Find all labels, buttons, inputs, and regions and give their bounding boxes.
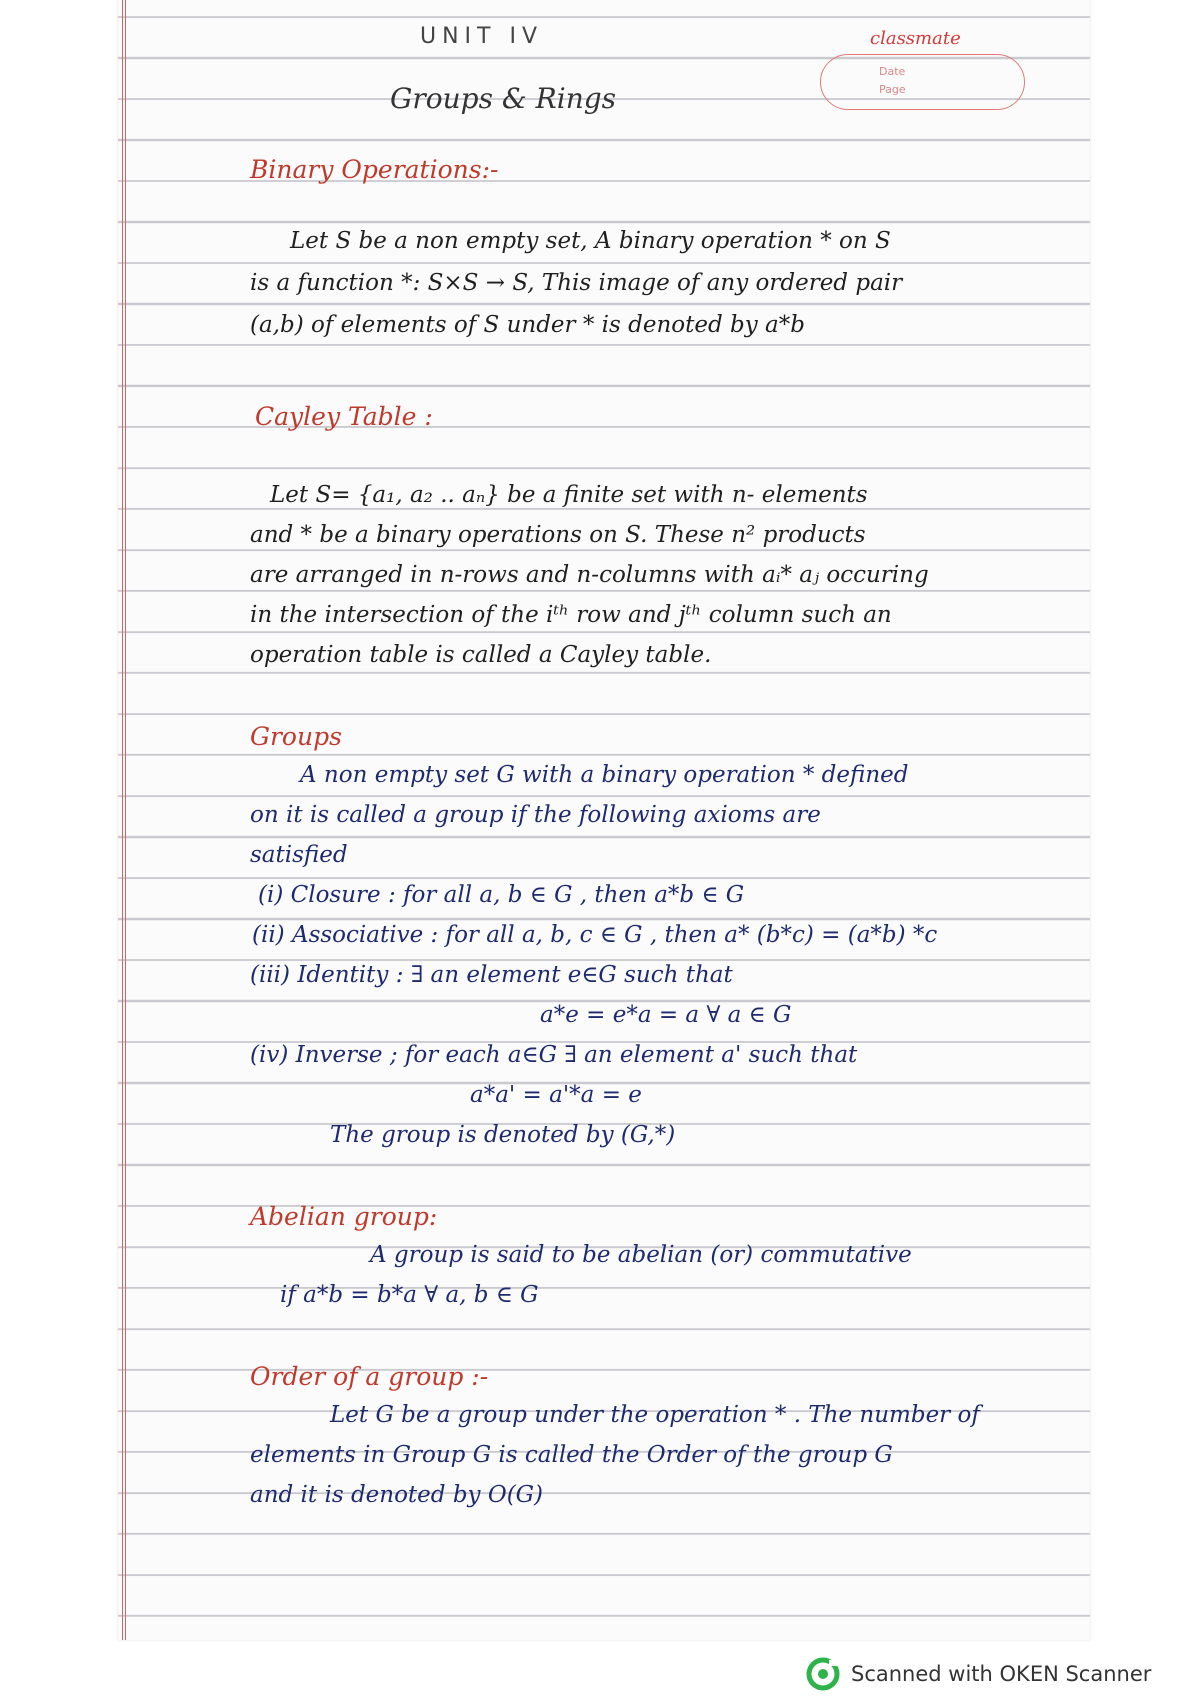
binary-line-2: is a function *: S×S → S, This image of any ordered pair [250, 270, 903, 296]
groups-line-2: on it is called a group if the following axioms are [250, 802, 821, 828]
heading-cayley-table: Cayley Table : [255, 402, 433, 431]
date-page-box [820, 54, 1025, 110]
axiom-associative: (ii) Associative : for all a, b, c ∈ G , then a* (b*c) = (a*b) *c [252, 922, 938, 948]
order-line-2: elements in Group G is called the Order of the group G [250, 1442, 893, 1468]
abelian-line-1: A group is said to be abelian (or) commutative [370, 1242, 912, 1268]
page-title: Groups & Rings [390, 82, 617, 115]
abelian-line-2: if a*b = b*a ∀ a, b ∈ G [280, 1282, 539, 1308]
order-line-1: Let G be a group under the operation * . The number of [330, 1402, 980, 1428]
oken-scanner-logo-icon [805, 1656, 841, 1692]
cayley-line-2: and * be a binary operations on S. These n² products [250, 522, 866, 548]
heading-binary-operations: Binary Operations:- [250, 155, 499, 184]
groups-notation: The group is denoted by (G,*) [330, 1122, 676, 1148]
page-margin-line [122, 0, 126, 1640]
date-label: Date [879, 65, 906, 78]
axiom-identity-equation: a*e = e*a = a ∀ a ∈ G [540, 1002, 792, 1028]
order-line-3: and it is denoted by O(G) [250, 1482, 544, 1508]
heading-groups: Groups [250, 722, 342, 751]
scanner-watermark-text: Scanned with OKEN Scanner [851, 1662, 1152, 1686]
groups-line-3: satisfied [250, 842, 348, 868]
axiom-inverse-equation: a*a' = a'*a = e [470, 1082, 642, 1108]
axiom-closure: (i) Closure : for all a, b ∈ G , then a*b ∈ G [258, 882, 745, 908]
cayley-line-3: are arranged in n-rows and n-columns with aᵢ* aⱼ occuring [250, 562, 929, 588]
scanner-watermark [805, 1654, 1151, 1694]
heading-abelian-group: Abelian group: [250, 1202, 438, 1231]
axiom-inverse: (iv) Inverse ; for each a∈G ∃ an element a' such that [250, 1042, 858, 1068]
cayley-line-4: in the intersection of the iᵗʰ row and jᵗʰ column such an [250, 602, 892, 628]
cayley-line-5: operation table is called a Cayley table. [250, 642, 712, 668]
groups-line-1: A non empty set G with a binary operation * defined [300, 762, 909, 788]
binary-line-1: Let S be a non empty set, A binary operation * on S [290, 228, 891, 254]
binary-line-3: (a,b) of elements of S under * is denoted by a*b [250, 312, 805, 338]
notebook-brand: classmate [870, 28, 961, 49]
unit-label: UNIT IV [420, 24, 544, 49]
page-label: Page [879, 83, 906, 96]
heading-order-of-group: Order of a group :- [250, 1362, 489, 1391]
cayley-line-1: Let S= {a₁, a₂ .. aₙ} be a finite set with n- elements [270, 482, 868, 508]
axiom-identity: (iii) Identity : ∃ an element e∈G such that [250, 962, 733, 988]
